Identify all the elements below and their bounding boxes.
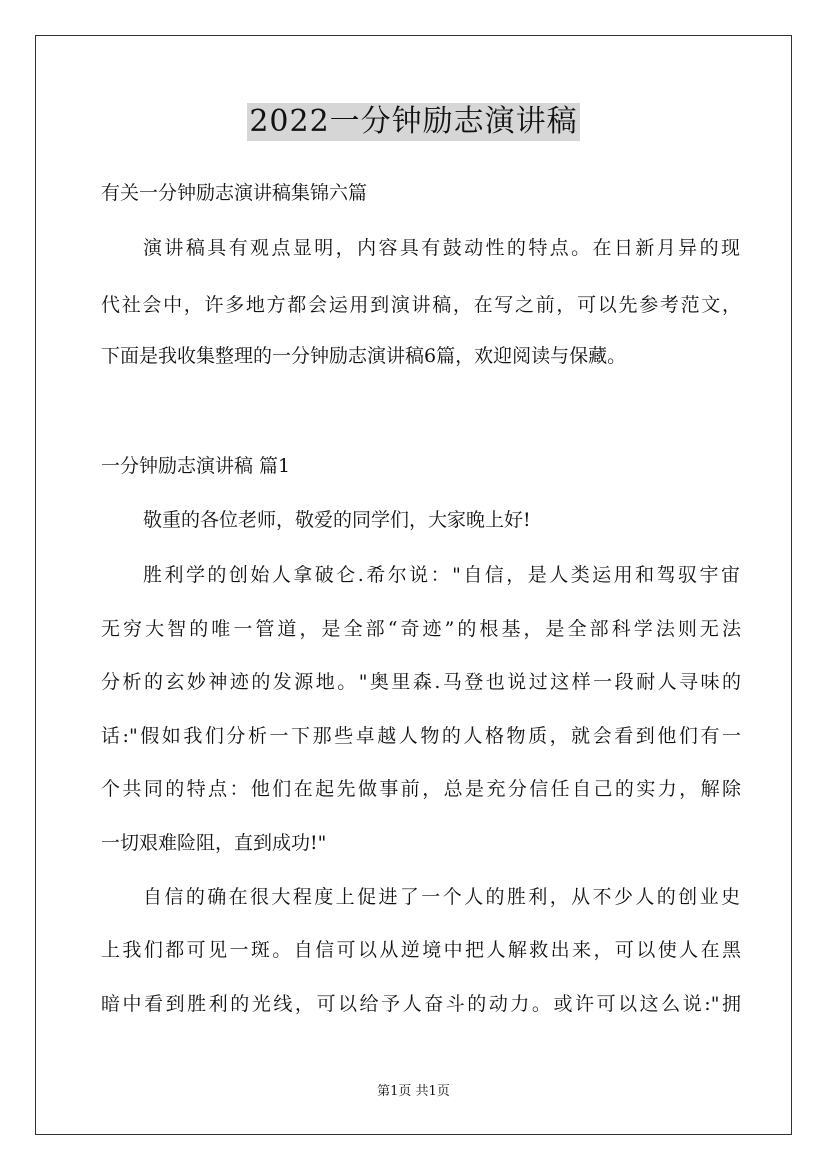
page-footer: 第1页 共1页 (377, 1084, 450, 1099)
paragraph1-line-6: 一切艰难险阻，直到成功!" (101, 832, 327, 854)
paragraph2-line-2: 上我们都可见一斑。自信可以从逆境中把人解救出来，可以使人在黑 (101, 939, 741, 961)
paragraph1-line-5: 个共同的特点：他们在起先做事前，总是充分信任自己的实力，解除 (101, 778, 741, 800)
document-title: 2022一分钟励志演讲稿 (249, 104, 578, 139)
document-subtitle: 有关一分钟励志演讲稿集锦六篇 (101, 182, 368, 204)
paragraph1-line-2: 无穷大智的唯一管道，是全部“奇迹”的根基，是全部科学法则无法 (101, 618, 741, 640)
paragraph1-line-4: 话:"假如我们分析一下那些卓越人物的人格物质，就会看到他们有一 (101, 725, 741, 747)
paragraph2-line-3: 暗中看到胜利的光线，可以给予人奋斗的动力。或许可以这么说:"拥 (101, 993, 741, 1015)
intro-line-3: 下面是我收集整理的一分钟励志演讲稿6篇，欢迎阅读与保藏。 (101, 345, 627, 367)
paragraph1-line-3: 分析的玄妙神迹的发源地。"奥里森.马登也说过这样一段耐人寻味的 (101, 671, 741, 693)
greeting-line: 敬重的各位老师，敬爱的同学们，大家晚上好! (143, 509, 531, 531)
section-heading: 一分钟励志演讲稿 篇1 (101, 455, 291, 477)
paragraph2-line-1: 自信的确在很大程度上促进了一个人的胜利，从不少人的创业史 (143, 886, 740, 908)
paragraph1-line-1: 胜利学的创始人拿破仑.希尔说："自信，是人类运用和驾驭宇宙 (143, 564, 740, 586)
intro-line-2: 代社会中，许多地方都会运用到演讲稿，在写之前，可以先参考范文， (101, 294, 741, 316)
intro-line-1: 演讲稿具有观点显明，内容具有鼓动性的特点。在日新月异的现 (143, 237, 740, 259)
